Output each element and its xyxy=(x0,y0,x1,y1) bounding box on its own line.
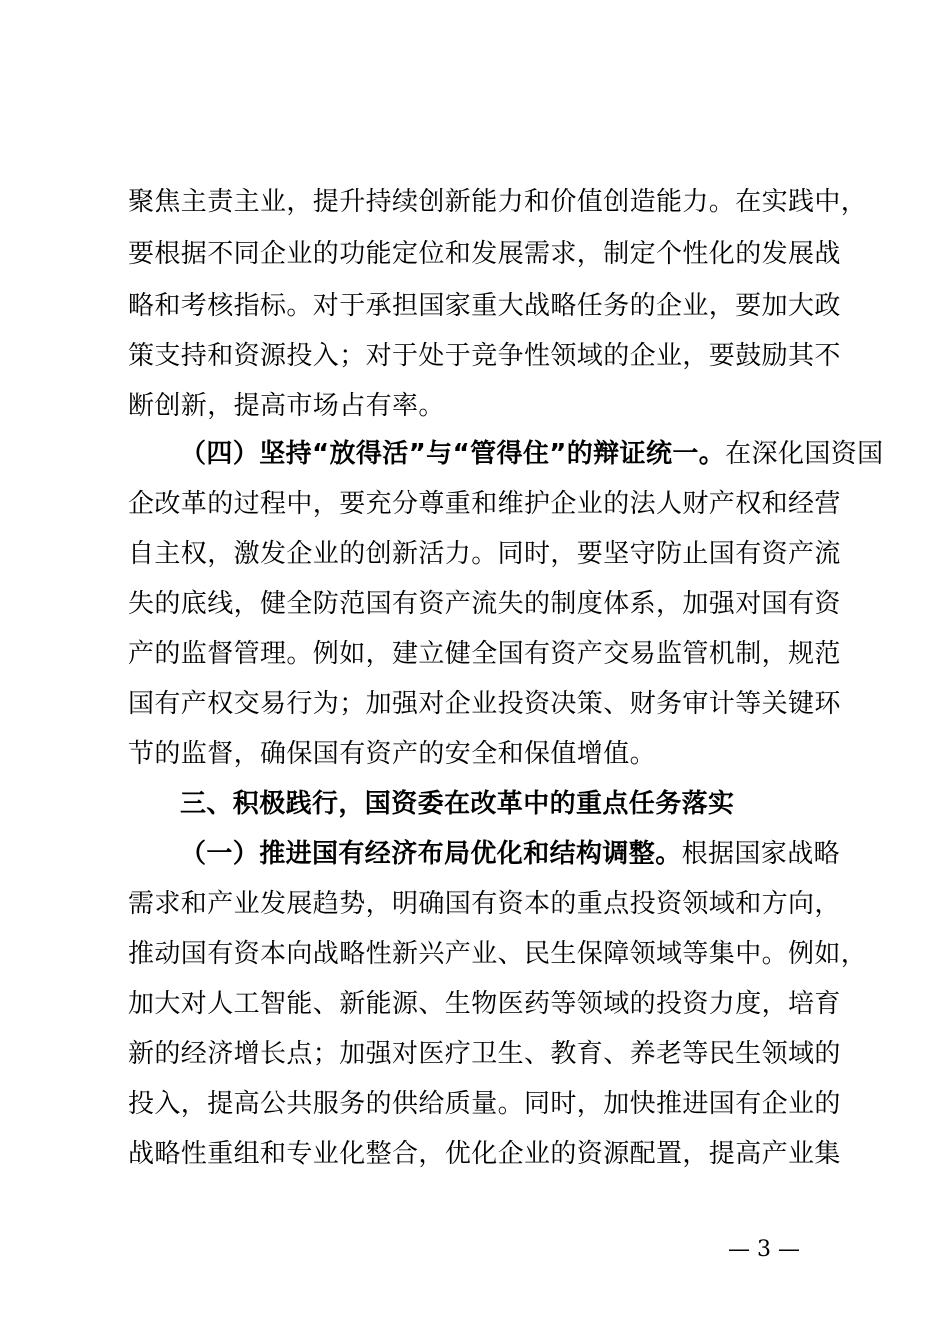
section-1-first-line xyxy=(180,838,840,870)
body-line: 断创新，提高市场占有率。 xyxy=(128,391,445,421)
body-line: 加大对人工智能、新能源、生物医药等领域的投资力度，培育 xyxy=(128,989,841,1019)
body-line: 投入，提高公共服务的供给质量。同时，加快推进国有企业的 xyxy=(128,1089,841,1119)
body-line: 略和考核指标。对于承担国家重大战略任务的企业，要加大政 xyxy=(128,291,841,321)
body-line: 战略性重组和专业化整合，优化企业的资源配置，提高产业集 xyxy=(128,1139,841,1169)
body-line: 自主权，激发企业的创新活力。同时，要坚守防止国有资产流 xyxy=(128,539,841,569)
section-4-first-line-text: 在深化国资国 xyxy=(725,439,884,469)
page-number: — 3 — xyxy=(728,1237,800,1262)
section-4-heading: （四）坚持“放得活”与“管得住”的辩证统一。 xyxy=(180,439,726,469)
body-line: 企改革的过程中，要充分尊重和维护企业的法人财产权和经营 xyxy=(128,489,841,519)
body-line: 推动国有资本向战略性新兴产业、民生保障领域等集中。例如， xyxy=(128,939,868,969)
body-line: 产的监督管理。例如，建立健全国有资产交易监管机制，规范 xyxy=(128,639,841,669)
body-line: 失的底线，健全防范国有资产流失的制度体系，加强对国有资 xyxy=(128,589,841,619)
part-3-heading: 三、积极践行，国资委在改革中的重点任务落实 xyxy=(180,789,735,819)
body-line: 节的监督，确保国有资产的安全和保值增值。 xyxy=(128,739,657,769)
body-line: 策支持和资源投入；对于处于竞争性领域的企业，要鼓励其不 xyxy=(128,341,841,371)
body-line: 聚焦主责主业，提升持续创新能力和价值创造能力。在实践中， xyxy=(128,187,868,217)
body-line: 需求和产业发展趋势，明确国有资本的重点投资领域和方向， xyxy=(128,889,841,919)
section-1-first-line-text: 根据国家战略 xyxy=(681,839,841,869)
body-line: 新的经济增长点；加强对医疗卫生、教育、养老等民生领域的 xyxy=(128,1039,841,1069)
body-line: 国有产权交易行为；加强对企业投资决策、财务审计等关键环 xyxy=(128,689,841,719)
section-4-first-line xyxy=(180,438,884,470)
section-1-heading: （一）推进国有经济布局优化和结构调整。 xyxy=(180,839,682,869)
body-line: 要根据不同企业的功能定位和发展需求，制定个性化的发展战 xyxy=(128,239,841,269)
